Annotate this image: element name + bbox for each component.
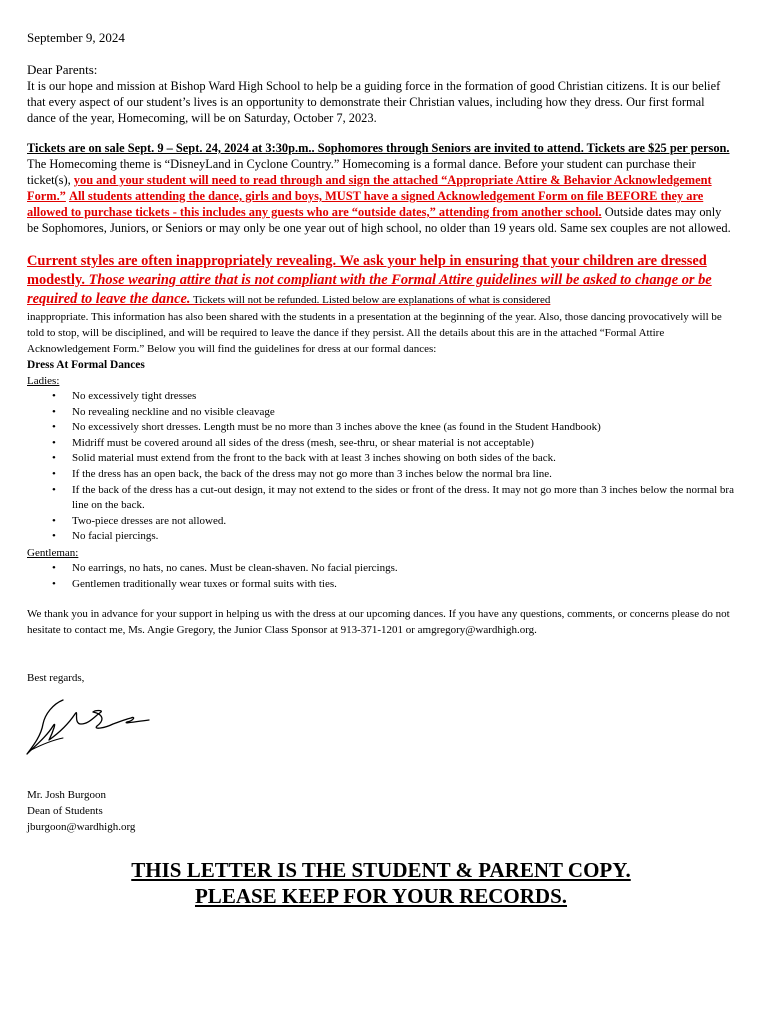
list-item: • No earrings, no hats, no canes. Must be clean-shaven. No facial piercings. bbox=[72, 561, 735, 577]
intro-paragraph: It is our hope and mission at Bishop Ward High School to help be a guiding force in the formation of good Christian citizens. It is our belief that every aspect of our student’s lives is an opportunity to demonstrate their Christian values, including how they dress. Our first formal dance of the year, Homecoming, will be on Saturday, October 7, 2023. bbox=[27, 79, 721, 125]
signature-image bbox=[23, 694, 153, 760]
list-item: • Solid material must extend from the front to the back with at least 3 inches showing on both sides of the back. bbox=[72, 451, 735, 467]
signer-name: Mr. Josh Burgoon bbox=[27, 789, 106, 802]
tickets-theme-text: The Homecoming theme is “DisneyLand in Cyclone Country.” Homecoming is a formal dance. Before your student can purchase their ticket(s), bbox=[27, 157, 696, 187]
refund-text: Tickets will not be refunded. Listed below are explanations of what is considered bbox=[190, 294, 551, 306]
dress-heading: Dress At Formal Dances bbox=[27, 359, 145, 371]
closing: Best regards, bbox=[27, 672, 85, 685]
list-item: • Gentlemen traditionally wear tuxes or formal suits with ties. bbox=[72, 577, 735, 593]
styles-details: inappropriate. This information has also been shared with the students in a presentation at the beginning of the year. Also, those dancing provocatively will be told to stop, will be disciplined, and will be required to leave the dance if they persist. All the details about this are in the attached “Formal Attire Acknowledgement Form.” Below you will find the guidelines for dress at our formal dances: bbox=[27, 311, 722, 355]
letter-date: September 9, 2024 bbox=[27, 30, 125, 45]
salutation: Dear Parents: bbox=[27, 62, 98, 77]
thanks-paragraph: We thank you in advance for your support in helping us with the dress at our upcoming dances. If you have any questions, comments, or concerns please do not hesitate to contact me, Ms. Angie Gregory, the Junior Class Sponsor at 913-371-1201 or amgregory@wardhigh.org. bbox=[27, 608, 730, 637]
signer-title: Dean of Students bbox=[27, 805, 103, 818]
list-item: • If the back of the dress has a cut-out design, it may not extend to the sides or front of the dress. It may not go more than 3 inches below the normal bra line on the back. bbox=[72, 483, 735, 514]
gentleman-list bbox=[27, 561, 735, 592]
acknowledgement-requirement: you and your student will need to read through and sign the attached “Appropriate Attire & Behavior Acknowledgement Form.” bbox=[27, 173, 712, 203]
footer-line-1: THIS LETTER IS THE STUDENT & PARENT COPY. bbox=[131, 858, 631, 883]
compliance-warning: Those wearing attire that is not compliant with the Formal Attire guidelines will be asked to change or be required to leave the dance. bbox=[27, 272, 712, 307]
outside-dates-text: Outside dates may only be Sophomores, Juniors, or Seniors or may only be one year out of high school, no older than 19 years old. Same sex couples are not allowed. bbox=[27, 205, 731, 235]
list-item: • Two-piece dresses are not allowed. bbox=[72, 514, 735, 530]
list-item: • No revealing neckline and no visible cleavage bbox=[72, 405, 735, 421]
ladies-list bbox=[27, 389, 735, 545]
list-item: • No facial piercings. bbox=[72, 529, 735, 545]
signer-email: jburgoon@wardhigh.org bbox=[27, 821, 136, 834]
tickets-sale-info: Tickets are on sale Sept. 9 – Sept. 24, 2024 at 3:30p.m.. Sophomores through Seniors are invited to attend. Tickets are $25 per person. bbox=[27, 141, 730, 155]
tickets-paragraph bbox=[27, 140, 735, 236]
list-item: • No excessively tight dresses bbox=[72, 389, 735, 405]
footer-notice bbox=[27, 857, 735, 909]
list-item: • If the dress has an open back, the back of the dress may not go more than 3 inches below the normal bra line. bbox=[72, 467, 735, 483]
list-item: • Midriff must be covered around all sides of the dress (mesh, see-thru, or shear material is not acceptable) bbox=[72, 436, 735, 452]
ladies-label: Ladies: bbox=[27, 375, 60, 387]
gentleman-label: Gentleman: bbox=[27, 546, 79, 559]
signer-block bbox=[27, 787, 735, 835]
footer-line-2: PLEASE KEEP FOR YOUR RECORDS. bbox=[194, 884, 568, 909]
signed-form-requirement: All students attending the dance, girls and boys, MUST have a signed Acknowledgement Form on file BEFORE they are allowed to purchase tickets - this includes any guests who are “outside dates,” attending from another school. bbox=[27, 189, 704, 219]
styles-paragraph bbox=[27, 252, 735, 309]
styles-warning: Current styles are often inappropriately revealing. We ask your help in ensuring that your children are dressed modestly. bbox=[27, 253, 707, 288]
list-item: • No excessively short dresses. Length must be no more than 3 inches above the knee (as found in the Student Handbook) bbox=[72, 420, 735, 436]
